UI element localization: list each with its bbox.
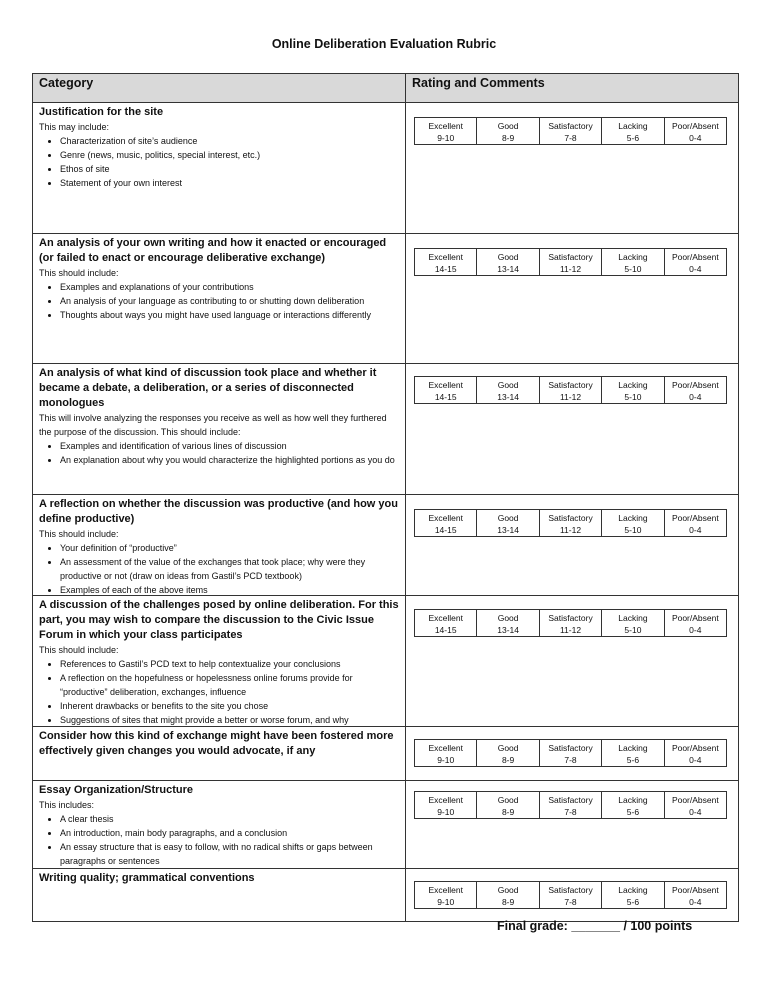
bullet-item: • Your definition of “productive” [60, 541, 401, 555]
bullet-item: • An explanation about why you would characterize the highlighted portions as you do [60, 453, 401, 467]
rating-cell [406, 103, 738, 233]
rating-option [540, 882, 602, 908]
rating-label: Good [497, 795, 519, 805]
rating-label: Lacking [618, 380, 648, 390]
rating-range: 0-4 [689, 525, 702, 535]
bullet-item: • Ethos of site [60, 162, 401, 176]
rating-label: Good [497, 743, 519, 753]
rating-label: Good [497, 121, 519, 131]
rating-range: 14-15 [434, 525, 457, 535]
rating-range: 0-4 [689, 625, 702, 635]
rating-option [665, 249, 726, 275]
rating-label: Lacking [618, 513, 648, 523]
rating-scale [414, 117, 727, 145]
rating-label: Good [497, 252, 519, 262]
rating-option [540, 377, 602, 403]
rating-range: 13-14 [497, 525, 519, 535]
rubric-row [33, 103, 738, 234]
rating-option [665, 510, 726, 536]
rating-label: Good [497, 513, 519, 523]
rating-label: Excellent [428, 252, 463, 262]
rating-label: Poor/Absent [671, 380, 719, 390]
rating-range: 11-12 [559, 625, 582, 635]
rating-option [415, 118, 477, 144]
rating-cell [406, 234, 738, 363]
rating-option [540, 610, 602, 636]
bullet-item: • Characterization of site’s audience [60, 134, 401, 148]
rating-option [665, 740, 726, 766]
criterion-heading: Writing quality; grammatical conventions [39, 872, 255, 884]
criterion-bullets [39, 812, 401, 868]
rating-scale [414, 248, 727, 276]
rating-scale [414, 509, 727, 537]
rating-cell [406, 364, 738, 494]
rating-range: 5-6 [626, 807, 640, 817]
bullet-item: • An essay structure that is easy to follow, with no radical shifts or gaps between paragraphs or sentences [60, 840, 401, 868]
rating-range: 5-6 [626, 897, 640, 907]
rating-cell [406, 727, 738, 780]
category-cell [33, 781, 406, 868]
rating-range: 0-4 [689, 755, 702, 765]
rating-option [665, 882, 726, 908]
bullet-item: • Thoughts about ways you might have used language or interactions differently [60, 308, 401, 322]
rating-range: 5-6 [626, 755, 640, 765]
rating-range: 5-6 [626, 133, 640, 143]
rating-range: 8-9 [501, 807, 515, 817]
rating-range: 9-10 [437, 755, 455, 765]
rating-range: 9-10 [437, 807, 455, 817]
bullet-item: • Suggestions of sites that might provide a better or worse forum, and why [60, 713, 401, 726]
rating-cell [406, 781, 738, 868]
category-cell [33, 234, 406, 363]
rubric-rows [33, 103, 738, 921]
rating-label: Lacking [618, 613, 648, 623]
rating-range: 5-10 [624, 392, 642, 402]
rating-label: Excellent [428, 885, 463, 895]
rating-label: Satisfactory [548, 380, 593, 390]
rating-range: 0-4 [689, 807, 702, 817]
rating-option [665, 792, 726, 818]
rating-range: 11-12 [559, 525, 582, 535]
rating-option [602, 740, 664, 766]
rating-label: Excellent [428, 121, 463, 131]
rating-label: Poor/Absent [671, 252, 719, 262]
rating-option [415, 740, 477, 766]
rating-label: Poor/Absent [671, 795, 719, 805]
bullet-item: • Inherent drawbacks or benefits to the site you chose [60, 699, 401, 713]
document-title: Online Deliberation Evaluation Rubric [271, 37, 497, 51]
rating-option [540, 740, 602, 766]
rating-range: 11-12 [559, 264, 582, 274]
bullet-item: • Examples and explanations of your contributions [60, 280, 401, 294]
criterion-intro: This may include: [39, 122, 110, 132]
criterion-heading: Essay Organization/Structure [39, 784, 194, 796]
rubric-row [33, 234, 738, 364]
rating-label: Poor/Absent [671, 513, 719, 523]
criterion-heading: A reflection on whether the discussion was productive (and how you define productive) [39, 498, 398, 525]
category-cell [33, 869, 406, 921]
rating-label: Good [497, 885, 519, 895]
bullet-item: • An assessment of the value of the exchanges that took place; why were they productive or not (draw on ideas from Gastil’s PCD textbook) [60, 555, 401, 583]
table-header [33, 74, 738, 103]
rating-option [602, 510, 664, 536]
rubric-row [33, 727, 738, 781]
rating-range: 5-10 [624, 264, 642, 274]
rating-scale [414, 739, 727, 767]
rating-label: Poor/Absent [671, 885, 719, 895]
bullet-item: • Examples and identification of various lines of discussion [60, 439, 401, 453]
rubric-row [33, 596, 738, 727]
rating-label: Lacking [618, 121, 648, 131]
rating-option [477, 249, 539, 275]
rating-label: Good [497, 380, 519, 390]
rating-option [415, 510, 477, 536]
rating-range: 14-15 [434, 264, 457, 274]
rating-scale [414, 791, 727, 819]
rubric-row [33, 869, 738, 921]
category-cell [33, 495, 406, 595]
rating-label: Lacking [618, 795, 648, 805]
category-cell [33, 596, 406, 726]
rubric-row [33, 495, 738, 596]
rating-cell [406, 869, 738, 921]
rating-label: Satisfactory [548, 121, 593, 131]
rating-option [477, 882, 539, 908]
rating-scale [414, 609, 727, 637]
bullet-item: • Examples of each of the above items [60, 583, 401, 595]
rating-option [602, 249, 664, 275]
bullet-item: • A reflection on the hopefulness or hopelessness online forums provide for “productive” deliberation, exchanges, influence [60, 671, 401, 699]
rating-range: 14-15 [434, 392, 457, 402]
rating-label: Satisfactory [548, 513, 593, 523]
rating-option [540, 510, 602, 536]
rubric-row [33, 781, 738, 869]
rating-range: 0-4 [689, 392, 702, 402]
rating-label: Excellent [428, 380, 463, 390]
rating-option [602, 118, 664, 144]
category-cell [33, 364, 406, 494]
rating-range: 14-15 [434, 625, 457, 635]
rating-range: 7-8 [564, 807, 577, 817]
rating-option [540, 118, 602, 144]
rating-option [415, 792, 477, 818]
rating-label: Excellent [428, 513, 463, 523]
bullet-item: • Genre (news, music, politics, special interest, etc.) [60, 148, 401, 162]
criterion-heading: Consider how this kind of exchange might have been fostered more effectively given changes you would advocate, if any [39, 730, 394, 757]
rating-cell [406, 596, 738, 726]
rating-label: Excellent [428, 743, 463, 753]
rating-range: 7-8 [564, 133, 577, 143]
criterion-bullets [39, 541, 401, 595]
rating-option [665, 118, 726, 144]
criterion-intro: This includes: [39, 800, 95, 810]
category-cell [33, 727, 406, 780]
rating-option [665, 377, 726, 403]
rating-label: Lacking [618, 743, 648, 753]
rating-header: Rating and Comments [412, 76, 545, 90]
rating-option [415, 610, 477, 636]
rating-label: Excellent [428, 613, 463, 623]
criterion-heading: A discussion of the challenges posed by online deliberation. For this part, you may wish to compare the discussion to the Civic Issue Forum in which your class participates [39, 599, 399, 641]
rubric-table [32, 73, 739, 922]
bullet-item: • An introduction, main body paragraphs, and a conclusion [60, 826, 401, 840]
criterion-bullets [39, 439, 401, 467]
rating-option [477, 792, 539, 818]
rating-range: 7-8 [564, 897, 577, 907]
rating-option [477, 377, 539, 403]
criterion-heading: An analysis of what kind of discussion took place and whether it became a debate, a deliberation, or a series of disconnected monologues [39, 367, 377, 409]
rating-range: 8-9 [501, 133, 515, 143]
rating-option [415, 249, 477, 275]
rubric-row [33, 364, 738, 495]
rating-range: 9-10 [437, 133, 455, 143]
rating-label: Satisfactory [548, 252, 593, 262]
final-grade: Final grade: _______ / 100 points [497, 919, 693, 933]
rating-label: Satisfactory [548, 613, 593, 623]
rating-option [540, 249, 602, 275]
criterion-heading: An analysis of your own writing and how it enacted or encouraged (or failed to enact or encourage deliberative exchange) [39, 237, 387, 264]
rating-range: 5-10 [624, 525, 642, 535]
rating-option [665, 610, 726, 636]
rating-range: 0-4 [689, 897, 702, 907]
rating-label: Good [497, 613, 519, 623]
rating-label: Poor/Absent [671, 613, 719, 623]
rating-range: 0-4 [689, 133, 702, 143]
category-header: Category [33, 74, 406, 102]
rating-label: Poor/Absent [671, 743, 719, 753]
rating-label: Satisfactory [548, 795, 593, 805]
rating-option [415, 882, 477, 908]
bullet-item: • A clear thesis [60, 812, 401, 826]
criterion-intro: This will involve analyzing the responses you receive as well as how well they furthered the purpose of the discussion. This should include: [39, 413, 387, 437]
rating-option [477, 510, 539, 536]
bullet-item: • Statement of your own interest [60, 176, 401, 190]
criterion-bullets [39, 280, 401, 322]
rating-scale [414, 881, 727, 909]
rating-range: 13-14 [497, 264, 519, 274]
rating-range: 7-8 [564, 755, 577, 765]
rating-label: Satisfactory [548, 885, 593, 895]
rating-option [477, 118, 539, 144]
rating-range: 13-14 [497, 625, 519, 635]
rating-range: 9-10 [437, 897, 455, 907]
rating-cell [406, 495, 738, 595]
category-cell [33, 103, 406, 233]
rating-range: 13-14 [497, 392, 519, 402]
rating-option [602, 882, 664, 908]
rating-option [602, 610, 664, 636]
rating-option [540, 792, 602, 818]
rating-option [477, 740, 539, 766]
rating-label: Lacking [618, 885, 648, 895]
rating-option [602, 377, 664, 403]
criterion-heading: Justification for the site [39, 106, 164, 118]
criterion-intro: This should include: [39, 645, 119, 655]
rating-scale [414, 376, 727, 404]
rating-range: 11-12 [559, 392, 582, 402]
criterion-bullets [39, 134, 401, 190]
rating-label: Satisfactory [548, 743, 593, 753]
rating-range: 5-10 [624, 625, 642, 635]
rating-option [477, 610, 539, 636]
bullet-item: • An analysis of your language as contributing to or shutting down deliberation [60, 294, 401, 308]
rating-label: Excellent [428, 795, 463, 805]
criterion-bullets [39, 657, 401, 726]
rating-range: 8-9 [501, 755, 515, 765]
rating-range: 0-4 [689, 264, 702, 274]
bullet-item: • References to Gastil’s PCD text to help contextualize your conclusions [60, 657, 401, 671]
rating-option [602, 792, 664, 818]
rating-option [415, 377, 477, 403]
rating-range: 8-9 [501, 897, 515, 907]
rating-label: Lacking [618, 252, 648, 262]
criterion-intro: This should include: [39, 268, 119, 278]
criterion-intro: This should include: [39, 529, 119, 539]
rating-label: Poor/Absent [671, 121, 719, 131]
